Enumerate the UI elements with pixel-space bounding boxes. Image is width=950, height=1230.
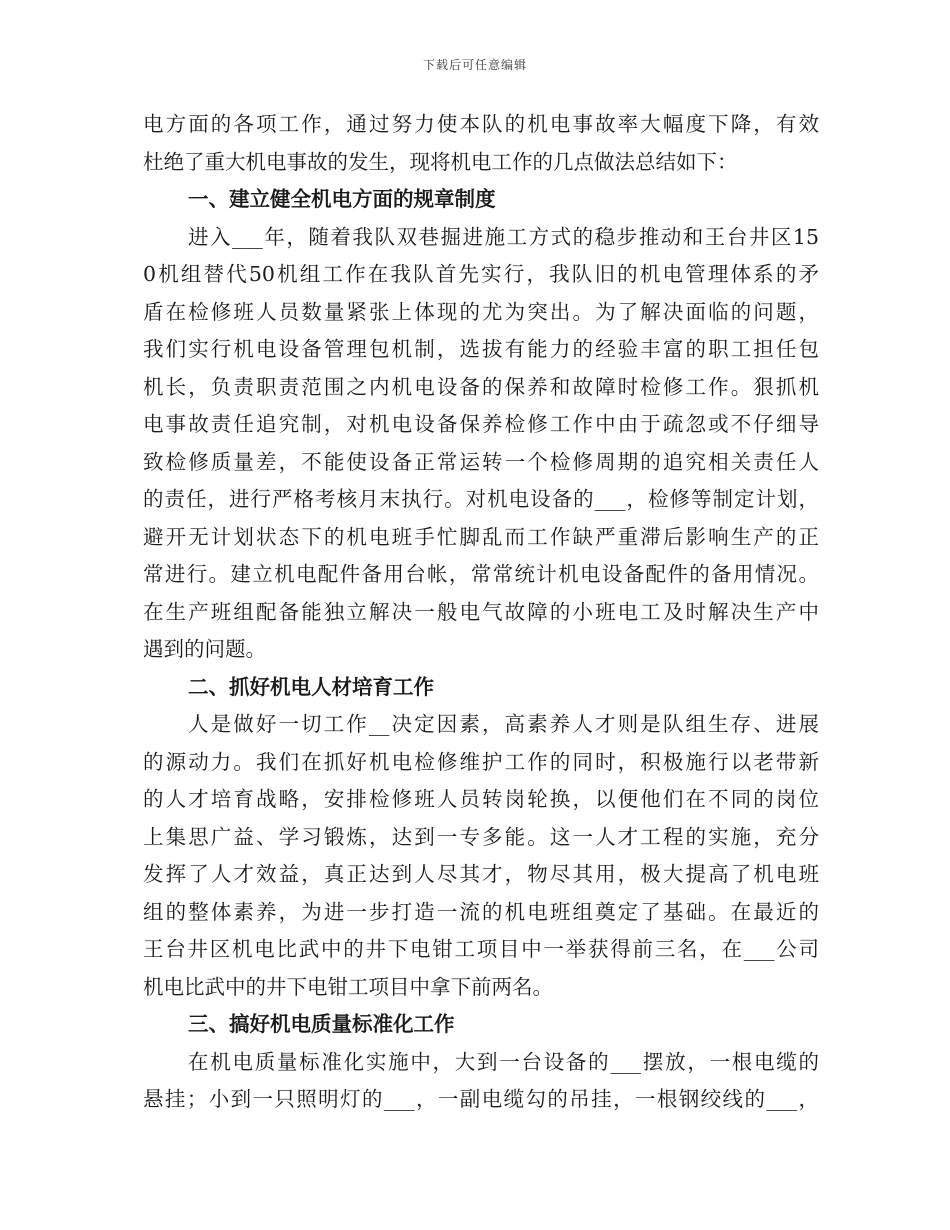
paragraph-line: 遇到的问题。 bbox=[143, 637, 266, 661]
paragraph-line: 进入___年，随着我队双巷掘进施工方式的稳步推动和王台井区15 bbox=[188, 224, 819, 249]
page-header: 下载后可任意编辑 bbox=[422, 58, 527, 72]
paragraph-line: 在生产班组配备能独立解决一般电气故障的小班电工及时解决生产中 bbox=[143, 599, 819, 624]
document-body bbox=[143, 106, 819, 1119]
paragraph-line: 王台井区机电比武中的井下电钳工项目中一举获得前三名，在___公司 bbox=[143, 937, 819, 961]
paragraph-line: 组的整体素养，为进一步打造一流的机电班组奠定了基础。在最近的 bbox=[143, 899, 819, 924]
paragraph-line: 发挥了人才效益，真正达到人尽其才，物尽其用，极大提高了机电班 bbox=[143, 862, 819, 886]
paragraph-line: 的源动力。我们在抓好机电检修维护工作的同时，积极施行以老带新 bbox=[143, 749, 819, 774]
paragraph-line: 盾在检修班人员数量紧张上体现的尤为突出。为了解决面临的问题， bbox=[143, 299, 819, 324]
paragraph-line: 致检修质量差，不能使设备正常运转一个检修周期的追究相关责任人 bbox=[143, 449, 819, 474]
paragraph-line: 杜绝了重大机电事故的发生，现将机电工作的几点做法总结如下： bbox=[143, 149, 738, 174]
paragraph-line: 悬挂；小到一只照明灯的___，一副电缆勾的吊挂，一根钢绞线的___， bbox=[143, 1087, 819, 1111]
paragraph-line: 在机电质量标准化实施中，大到一台设备的___摆放，一根电缆的 bbox=[188, 1049, 819, 1074]
section-heading: 二、抓好机电人材培育工作 bbox=[188, 674, 434, 699]
paragraph-line: 机长，负责职责范围之内机电设备的保养和故障时检修工作。狠抓机 bbox=[143, 374, 819, 399]
paragraph-line: 避开无计划状态下的机电班手忙脚乱而工作缺严重滞后影响生产的正 bbox=[143, 524, 819, 549]
paragraph-line: 的责任，进行严格考核月末执行。对机电设备的___，检修等制定计划， bbox=[143, 487, 819, 511]
section-heading: 三、搞好机电质量标准化工作 bbox=[188, 1012, 455, 1036]
paragraph-line: 上集思广益、学习锻炼，达到一专多能。这一人才工程的实施，充分 bbox=[143, 824, 819, 849]
paragraph-line: 机电比武中的井下电钳工项目中拿下前两名。 bbox=[143, 974, 553, 999]
paragraph-line: 我们实行机电设备管理包机制，选拔有能力的经验丰富的职工担任包 bbox=[143, 337, 819, 361]
paragraph-line: 常进行。建立机电配件备用台帐，常常统计机电设备配件的备用情况。 bbox=[143, 562, 819, 586]
paragraph-line: 0机组替代50机组工作在我队首先实行，我队旧的机电管理体系的矛 bbox=[143, 262, 819, 286]
paragraph-line: 的人才培育战略，安排检修班人员转岗轮换，以便他们在不同的岗位 bbox=[143, 787, 819, 811]
section-heading: 一、建立健全机电方面的规章制度 bbox=[188, 187, 496, 211]
paragraph-line: 电方面的各项工作，通过努力使本队的机电事故率大幅度下降，有效 bbox=[143, 112, 819, 136]
paragraph-line: 人是做好一切工作__决定因素，高素养人才则是队组生存、进展 bbox=[188, 712, 819, 736]
paragraph-line: 电事故责任追究制，对机电设备保养检修工作中由于疏忽或不仔细导 bbox=[143, 412, 819, 436]
